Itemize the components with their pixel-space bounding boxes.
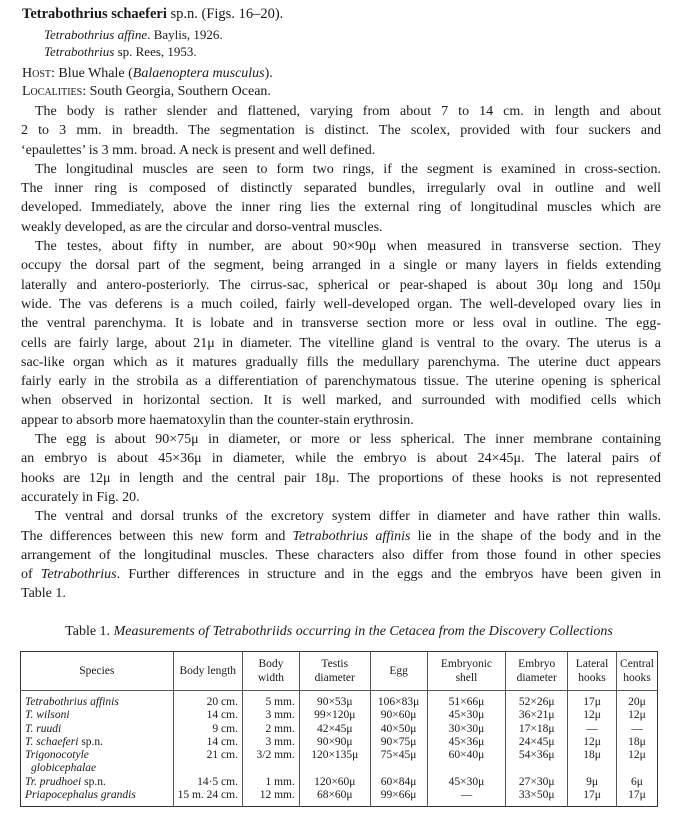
- text-line: [21, 469, 661, 488]
- value-cell: 75×45μ: [370, 749, 427, 762]
- species-cell: [21, 723, 174, 736]
- caption-title: Measurements of Tetrabothriids occurring in the Cetacea from the Discovery Collections: [113, 624, 613, 639]
- value-cell: [173, 762, 242, 775]
- value-cell: 21 cm.: [173, 749, 242, 762]
- species-name: T. ruudi: [25, 722, 62, 735]
- text-line: [21, 102, 661, 121]
- column-header: Testis diameter: [299, 652, 370, 691]
- text-segment: Table 1.: [21, 586, 66, 602]
- value-cell: 14 cm.: [173, 709, 242, 722]
- text-segment: The testes, about fifty in number, are about 90×90μ when measured in transverse section. They: [35, 239, 661, 255]
- species-name: Trigonocotyle: [25, 749, 89, 762]
- localities-value: : South Georgia, Southern Ocean.: [82, 84, 271, 99]
- text-segment: occupy the dorsal part of the segment, being arranged in a single or many layers in fields extending: [21, 258, 661, 274]
- value-cell: 12μ: [568, 709, 617, 722]
- text-segment: the ventral parenchyma. It is lobate and in transverse section more or less oval in outline. The egg-: [21, 316, 661, 332]
- value-cell: 9μ: [568, 776, 617, 789]
- value-cell: 106×83μ: [370, 691, 427, 710]
- value-cell: 18μ: [568, 749, 617, 762]
- text-line: [21, 546, 661, 565]
- species-name: Tr. prudhoei: [25, 775, 82, 788]
- value-cell: 17μ: [568, 789, 617, 807]
- text-segment: accurately in Fig. 20.: [21, 489, 140, 505]
- species-suffix: sp.n.: [81, 775, 106, 788]
- species-cell: [21, 749, 174, 762]
- synonym: [44, 44, 197, 60]
- value-cell: 40×50μ: [370, 723, 427, 736]
- column-header: Central hooks: [616, 652, 657, 691]
- text-line: [21, 121, 661, 140]
- value-cell: 5 mm.: [242, 691, 299, 710]
- value-cell: [299, 762, 370, 775]
- species-cell: [21, 736, 174, 749]
- value-cell: 2 mm.: [242, 723, 299, 736]
- value-cell: 120×60μ: [299, 776, 370, 789]
- table-row: [21, 749, 658, 762]
- column-header: Embryo diameter: [506, 652, 568, 691]
- value-cell: 17×18μ: [506, 723, 568, 736]
- species-name: Tetrabothrius affinis: [25, 696, 119, 708]
- italic-taxon: Tetrabothrius affinis: [292, 528, 411, 544]
- column-header: Body length: [173, 652, 242, 691]
- value-cell: 6μ: [616, 776, 657, 789]
- value-cell: [616, 762, 657, 775]
- text-segment: of: [21, 567, 41, 583]
- text-segment: when observed in horizontal section. It is well marked, and surrounded with modified cells which: [21, 393, 661, 409]
- value-cell: 90×53μ: [299, 691, 370, 710]
- text-segment: The egg is about 90×75μ in diameter, or more or less spherical. The inner membrane containing: [35, 432, 661, 448]
- text-line: [21, 507, 661, 526]
- value-cell: —: [616, 723, 657, 736]
- text-segment: The longitudinal muscles are seen to form two rings, if the segment is examined in cross-section.: [35, 161, 661, 177]
- heading-figures: sp.n. (Figs. 16–20).: [166, 6, 284, 22]
- value-cell: 33×50μ: [506, 789, 568, 807]
- value-cell: 3 mm.: [242, 709, 299, 722]
- text-line: [21, 218, 661, 237]
- text-line: [21, 237, 661, 256]
- text-line: [21, 391, 661, 410]
- value-cell: 51×66μ: [427, 691, 506, 710]
- value-cell: 54×36μ: [506, 749, 568, 762]
- text-line: [21, 488, 661, 507]
- value-cell: 14 cm.: [173, 736, 242, 749]
- column-header: Lateral hooks: [568, 652, 617, 691]
- value-cell: 52×26μ: [506, 691, 568, 710]
- italic-taxon: Tetrabothrius: [40, 567, 117, 583]
- table-row: [21, 709, 658, 722]
- species-suffix: sp.n.: [78, 735, 104, 748]
- column-header: Body width: [242, 652, 299, 691]
- localities-line: [22, 84, 271, 100]
- value-cell: 60×84μ: [370, 776, 427, 789]
- text-segment: sac-like organ which as it matures gradually fills the medullary parenchyma. The uterine duct appears: [21, 354, 661, 370]
- synonym-ref: sp. Rees, 1953.: [114, 44, 197, 59]
- value-cell: 17μ: [568, 691, 617, 710]
- value-cell: —: [568, 723, 617, 736]
- value-cell: 120×135μ: [299, 749, 370, 762]
- value-cell: [370, 762, 427, 775]
- value-cell: 14·5 cm.: [173, 776, 242, 789]
- host-end: ).: [264, 66, 273, 81]
- localities-label: Localities: [22, 84, 83, 99]
- value-cell: 15 m. 24 cm.: [173, 789, 242, 807]
- value-cell: 12μ: [616, 709, 657, 722]
- table-row: [21, 723, 658, 736]
- column-header: Species: [21, 652, 174, 691]
- text-segment: lie in the shape of the body and in the: [410, 528, 661, 544]
- text-segment: cells are fairly large, about 21μ in diameter. The vitelline gland is ventral to the ovary. The uterus is a: [21, 335, 661, 351]
- value-cell: 18μ: [616, 736, 657, 749]
- text-line: [21, 527, 661, 546]
- text-segment: weakly developed, as are the circular and dorso-ventral muscles.: [21, 219, 383, 235]
- text-line: [21, 411, 661, 430]
- host-line: [22, 66, 273, 82]
- value-cell: 99×66μ: [370, 789, 427, 807]
- value-cell: [427, 762, 506, 775]
- text-segment: The body is rather slender and flattened, varying from about 7 to 14 cm. in length and about: [35, 104, 661, 119]
- text-segment: The ventral and dorsal trunks of the excretory system differ in diameter and have rather thin walls.: [35, 509, 661, 525]
- text-line: [21, 198, 661, 217]
- value-cell: 45×30μ: [427, 776, 506, 789]
- text-segment: . Further differences in structure and in the eggs and the embryos have been given in: [116, 567, 661, 583]
- table-row: [21, 762, 658, 775]
- value-cell: 20 cm.: [173, 691, 242, 710]
- value-cell: 90×90μ: [299, 736, 370, 749]
- value-cell: 27×30μ: [506, 776, 568, 789]
- species-cell: [21, 691, 174, 710]
- text-line: [21, 372, 661, 391]
- value-cell: 1 mm.: [242, 776, 299, 789]
- text-line: [21, 256, 661, 275]
- species-name: Priapocephalus grandis: [25, 789, 136, 802]
- value-cell: 17μ: [616, 789, 657, 807]
- measurements-table: [20, 651, 658, 807]
- species-cell: [21, 776, 174, 789]
- species-cell: [21, 709, 174, 722]
- value-cell: 9 cm.: [173, 723, 242, 736]
- value-cell: 68×60μ: [299, 789, 370, 807]
- table-caption: [0, 624, 678, 640]
- value-cell: 99×120μ: [299, 709, 370, 722]
- text-line: [21, 584, 661, 603]
- text-segment: ‘epaulettes’ is 3 mm. broad. A neck is present and well defined.: [21, 142, 376, 158]
- host-species: Balaenoptera musculus: [132, 66, 265, 81]
- value-cell: 12μ: [616, 749, 657, 762]
- value-cell: 20μ: [616, 691, 657, 710]
- caption-label: Table 1.: [65, 624, 111, 639]
- text-line: [21, 141, 661, 160]
- species-cell: [21, 762, 174, 775]
- text-line: [21, 314, 661, 333]
- text-line: [21, 353, 661, 372]
- host-label: Host: [22, 66, 52, 81]
- value-cell: 30×30μ: [427, 723, 506, 736]
- species-name: T. wilsoni: [25, 709, 70, 722]
- text-line: [21, 430, 661, 449]
- text-segment: developed. Immediately, above the inner ring lies the external ring of longitudinal muscles which are: [21, 200, 661, 216]
- value-cell: 12μ: [568, 736, 617, 749]
- text-line: [21, 565, 661, 584]
- text-segment: arrangement of the longitudinal muscles. These characters also differ from those found in other species: [21, 547, 661, 563]
- value-cell: 24×45μ: [506, 736, 568, 749]
- table-row: [21, 789, 658, 807]
- body-text: [21, 102, 661, 604]
- value-cell: 3/2 mm.: [242, 749, 299, 762]
- synonym-name: Tetrabothrius affine: [44, 27, 148, 42]
- species-name: T. schaeferi: [25, 735, 79, 748]
- value-cell: [506, 762, 568, 775]
- species-cell: [21, 789, 174, 807]
- value-cell: —: [427, 789, 506, 807]
- text-segment: wide. The vas deferens is a much coiled, fairly well-developed organ. The well-developed ovary lies in: [21, 296, 661, 312]
- text-line: [21, 160, 661, 179]
- text-segment: appear to absorb more haematoxylin than the counter-stain erythrosin.: [21, 412, 414, 428]
- value-cell: 60×40μ: [427, 749, 506, 762]
- species-name: globicephalae: [31, 762, 97, 775]
- value-cell: 36×21μ: [506, 709, 568, 722]
- text-line: [21, 334, 661, 353]
- table-row: [21, 776, 658, 789]
- text-segment: fairly early in the strobila as a differentiation of parenchymatous tissue. The uterine opening is spherical: [21, 374, 661, 390]
- text-line: [21, 295, 661, 314]
- species-heading: [22, 6, 283, 23]
- text-segment: hooks are 12μ in length and the central pair 18μ. The proportions of these hooks is not represented: [21, 470, 661, 486]
- column-header: Embryonic shell: [427, 652, 506, 691]
- synonym: [44, 27, 223, 43]
- column-header: Egg: [370, 652, 427, 691]
- text-segment: laterally and antero-posteriorly. The cirrus-sac, spherical or pear-shaped is about 30μ long and 150μ: [21, 277, 661, 293]
- text-segment: 2 to 3 mm. in breadth. The segmentation is distinct. The scolex, provided with four suckers and: [21, 123, 661, 139]
- value-cell: 12 mm.: [242, 789, 299, 807]
- text-line: [21, 449, 661, 468]
- value-cell: 90×60μ: [370, 709, 427, 722]
- text-segment: an embryo is about 45×36μ in diameter, while the embryo is about 24×45μ. The lateral pairs of: [21, 451, 661, 467]
- value-cell: 90×75μ: [370, 736, 427, 749]
- text-segment: The inner ring is composed of distinctly separated bundles, irregularly oval in outline and well: [21, 181, 661, 197]
- synonym-ref: . Baylis, 1926.: [147, 27, 223, 42]
- table-row: [21, 691, 658, 710]
- value-cell: [242, 762, 299, 775]
- value-cell: 3 mm.: [242, 736, 299, 749]
- text-line: [21, 276, 661, 295]
- text-line: [21, 179, 661, 198]
- text-segment: The differences between this new form and: [21, 528, 293, 544]
- host-value: : Blue Whale (: [51, 66, 133, 81]
- table-row: [21, 736, 658, 749]
- synonym-name: Tetrabothrius: [44, 44, 115, 59]
- value-cell: [568, 762, 617, 775]
- species-name: Tetrabothrius schaeferi: [22, 6, 167, 22]
- value-cell: 45×36μ: [427, 736, 506, 749]
- value-cell: 45×30μ: [427, 709, 506, 722]
- value-cell: 42×45μ: [299, 723, 370, 736]
